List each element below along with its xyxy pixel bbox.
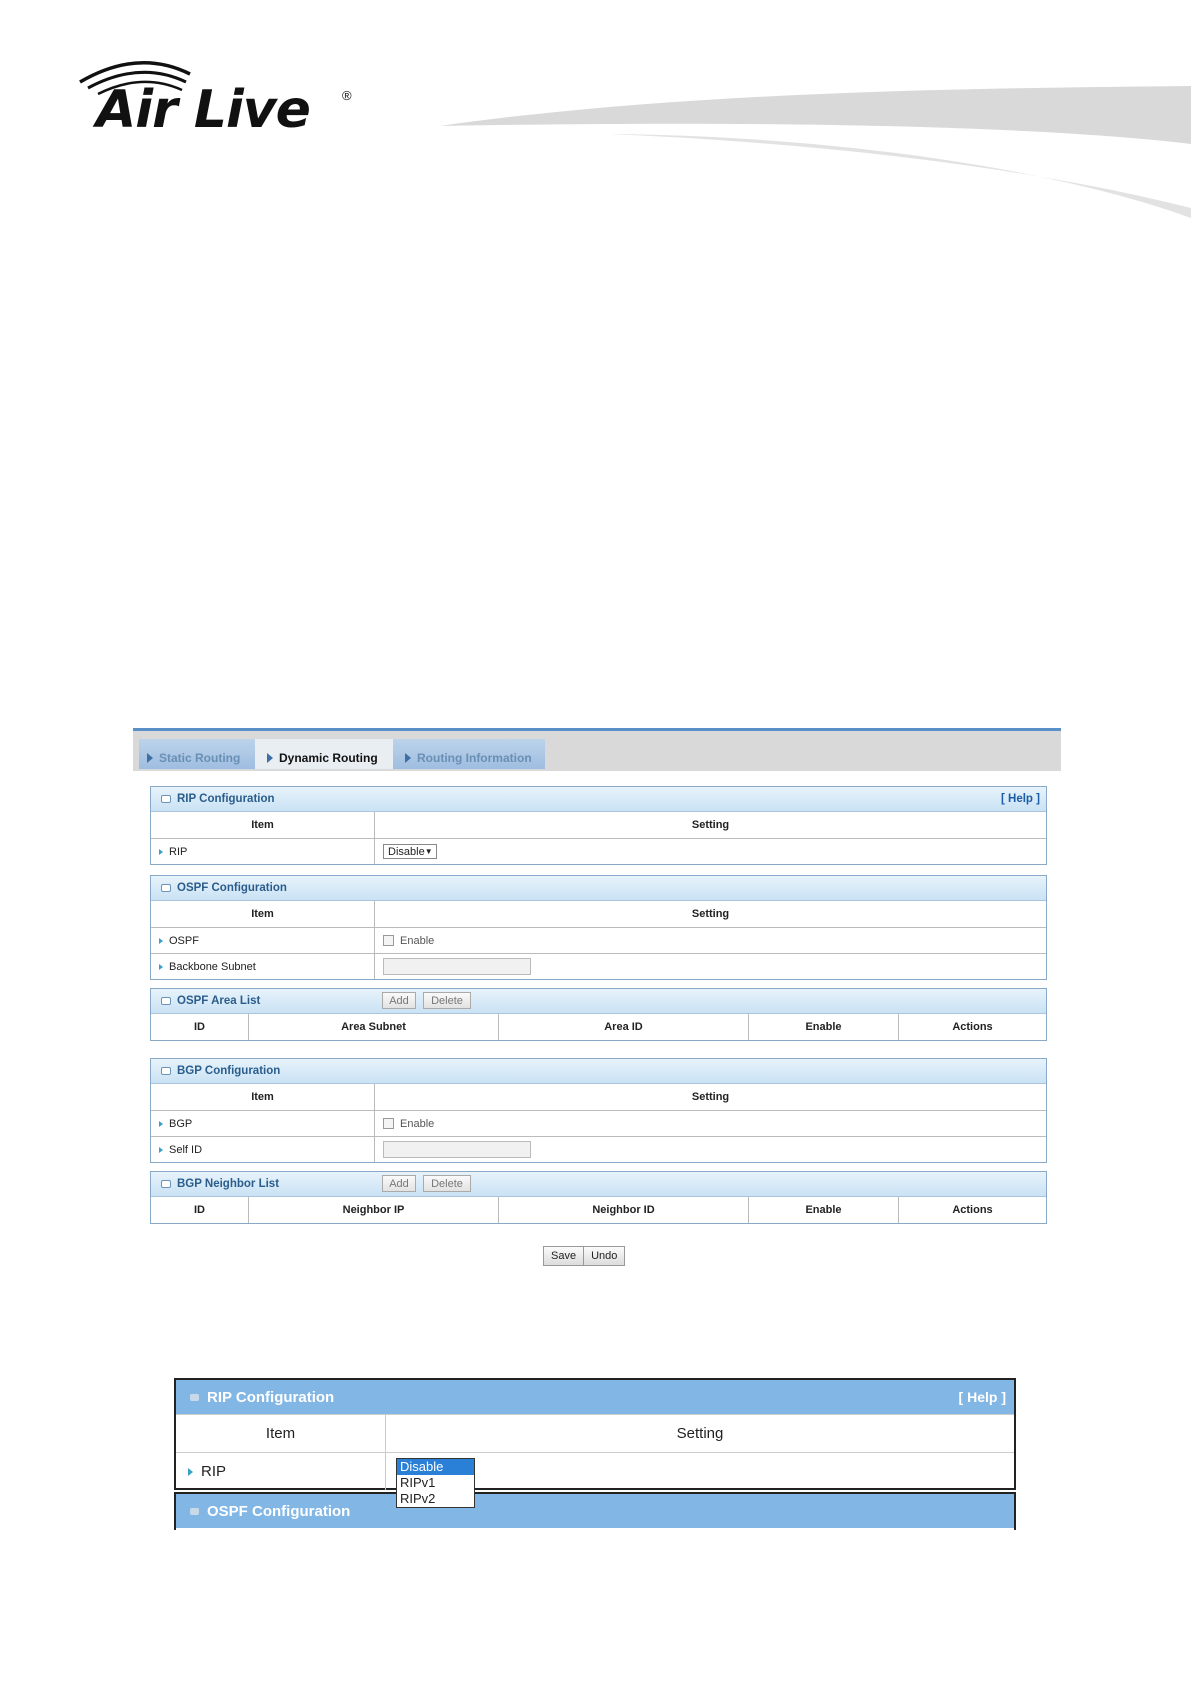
bgp-configuration-panel	[150, 1058, 1047, 1163]
column-header-neighbor-id: Neighbor ID	[499, 1197, 749, 1223]
panel-title: OSPF Configuration	[177, 882, 287, 894]
column-header-item: Item	[151, 1084, 375, 1110]
tab-static-routing[interactable]: Static Routing	[139, 739, 255, 769]
column-header-neighbor-ip: Neighbor IP	[249, 1197, 499, 1223]
self-id-input[interactable]	[383, 1141, 531, 1158]
panel-title: RIP Configuration	[177, 793, 275, 805]
backbone-subnet-input[interactable]	[383, 958, 531, 975]
delete-neighbor-button[interactable]: Delete	[423, 1175, 471, 1192]
panel-header	[151, 787, 1046, 812]
table-header-row	[151, 901, 1046, 928]
collapse-icon[interactable]	[161, 884, 171, 892]
column-header-setting: Setting	[691, 819, 730, 831]
ospf-area-list-panel	[150, 988, 1047, 1041]
table-row	[151, 1111, 1046, 1137]
table-header-row	[151, 1197, 1046, 1223]
table-row	[151, 1137, 1046, 1162]
column-header-item: Item	[176, 1415, 386, 1452]
collapse-icon[interactable]	[161, 1180, 171, 1188]
ospf-enable-checkbox[interactable]	[383, 935, 394, 946]
undo-button[interactable]: Undo	[584, 1246, 625, 1266]
table-header-row	[151, 812, 1046, 839]
column-header-item: Item	[151, 812, 375, 838]
ospf-configuration-panel	[150, 875, 1047, 980]
bgp-enable-checkbox[interactable]	[383, 1118, 394, 1129]
collapse-icon[interactable]	[190, 1508, 199, 1515]
tab-routing-information[interactable]: Routing Information	[393, 739, 545, 769]
panel-title: BGP Neighbor List	[177, 1178, 280, 1190]
column-header-setting: Setting	[676, 1425, 724, 1442]
row-label-ospf: OSPF	[169, 934, 199, 947]
panel-header	[151, 989, 1046, 1014]
arrow-right-icon	[405, 753, 411, 763]
arrow-right-icon	[267, 753, 273, 763]
rip-configuration-panel-large	[174, 1378, 1016, 1490]
column-header-area-id: Area ID	[499, 1014, 749, 1040]
panel-header	[176, 1380, 1014, 1414]
bullet-arrow-icon	[188, 1468, 193, 1476]
row-label-bgp: BGP	[169, 1117, 193, 1130]
column-header-actions: Actions	[952, 1204, 993, 1216]
column-header-setting: Setting	[691, 1091, 730, 1103]
bullet-arrow-icon	[159, 1121, 163, 1127]
add-neighbor-button[interactable]: Add	[382, 1175, 416, 1192]
column-header-enable: Enable	[749, 1197, 899, 1223]
column-header-id: ID	[151, 1014, 249, 1040]
panel-title: RIP Configuration	[207, 1388, 335, 1406]
table-row	[151, 928, 1046, 954]
collapse-icon[interactable]	[161, 997, 171, 1005]
row-label-backbone-subnet: Backbone Subnet	[169, 960, 256, 973]
panel-header	[151, 1172, 1046, 1197]
tab-dynamic-routing[interactable]: Dynamic Routing	[255, 739, 393, 769]
help-link[interactable]: [ Help ]	[958, 1389, 1006, 1405]
bullet-arrow-icon	[159, 964, 163, 970]
row-label-self-id: Self ID	[169, 1143, 203, 1156]
dropdown-arrow-icon: ▼	[424, 847, 433, 856]
row-label-rip: RIP	[169, 845, 188, 858]
table-row	[176, 1452, 1014, 1490]
table-row	[151, 839, 1046, 864]
panel-header	[176, 1494, 1014, 1528]
table-header-row	[176, 1414, 1014, 1452]
panel-title: OSPF Area List	[177, 995, 261, 1007]
option-ripv1[interactable]: RIPv1	[400, 1475, 436, 1490]
bullet-arrow-icon	[159, 938, 163, 944]
column-header-area-subnet: Area Subnet	[249, 1014, 499, 1040]
rip-dropdown-screenshot	[174, 1378, 1016, 1530]
panel-header	[151, 876, 1046, 901]
checkbox-label: Enable	[400, 934, 435, 947]
bgp-neighbor-list-panel	[150, 1171, 1047, 1224]
rip-configuration-panel	[150, 786, 1047, 865]
add-area-button[interactable]: Add	[382, 992, 416, 1009]
table-header-row	[151, 1084, 1046, 1111]
table-row	[151, 954, 1046, 979]
save-button[interactable]: Save	[543, 1246, 584, 1266]
ospf-configuration-panel-large	[174, 1492, 1016, 1530]
form-buttons	[543, 1246, 625, 1266]
airlive-logo-text: Air Live	[96, 80, 310, 140]
table-header-row	[151, 1014, 1046, 1040]
column-header-enable: Enable	[749, 1014, 899, 1040]
bullet-arrow-icon	[159, 1147, 163, 1153]
dynamic-routing-screenshot	[133, 728, 1061, 1264]
bullet-arrow-icon	[159, 849, 163, 855]
collapse-icon[interactable]	[161, 795, 171, 803]
column-header-setting: Setting	[691, 908, 730, 920]
row-label-rip: RIP	[201, 1463, 227, 1480]
option-ripv2[interactable]: RIPv2	[400, 1491, 436, 1506]
option-disable[interactable]: Disable	[397, 1459, 474, 1475]
header-swoosh-graphic	[440, 80, 1191, 230]
collapse-icon[interactable]	[190, 1394, 199, 1401]
collapse-icon[interactable]	[161, 1067, 171, 1075]
tab-bar	[133, 728, 1061, 771]
rip-mode-select[interactable]: Disable ▼	[383, 844, 437, 859]
panel-title: BGP Configuration	[177, 1065, 281, 1077]
checkbox-label: Enable	[400, 1117, 435, 1130]
panel-header	[151, 1059, 1046, 1084]
registered-mark: ®	[342, 88, 352, 103]
arrow-right-icon	[147, 753, 153, 763]
column-header-id: ID	[151, 1197, 249, 1223]
column-header-actions: Actions	[952, 1021, 993, 1033]
delete-area-button[interactable]: Delete	[423, 992, 471, 1009]
rip-mode-dropdown-list[interactable]	[396, 1458, 475, 1508]
panel-title: OSPF Configuration	[207, 1502, 351, 1520]
help-link[interactable]: [ Help ]	[1001, 793, 1040, 805]
column-header-item: Item	[151, 901, 375, 927]
